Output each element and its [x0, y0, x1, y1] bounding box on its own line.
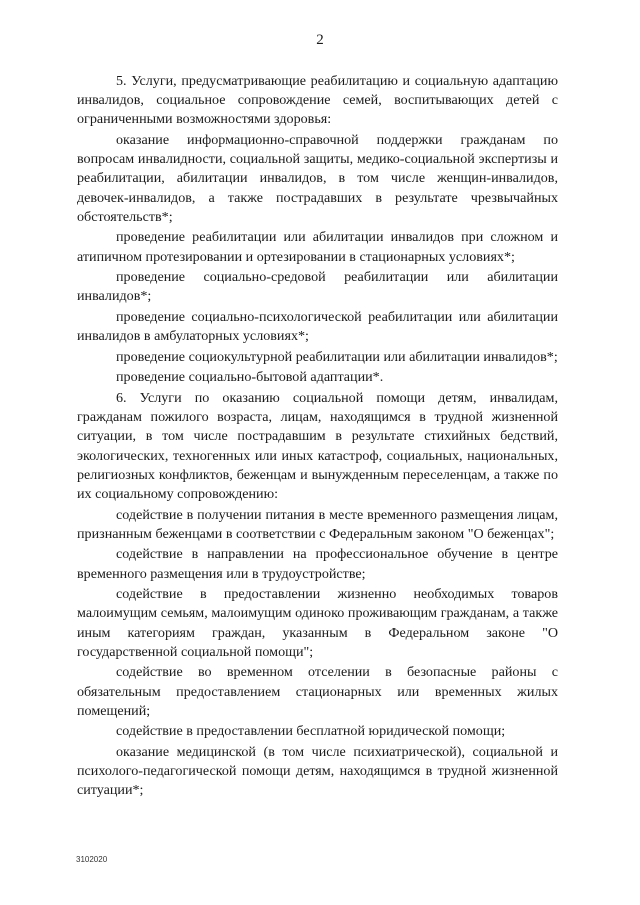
paragraph: 5. Услуги, предусматривающие реабилитацию и социальную адаптацию инвалидов, социальное сопровождение семей, воспитывающих детей с ограниченными возможностями здоровья:	[77, 73, 558, 128]
paragraph: оказание информационно-справочной поддержки гражданам по вопросам инвалидности, социальной защиты, медико-социальной экспертизы и реабилитации, абилитации инвалидов, в том числе женщин-инвалидов, девочек-инвалидов, а также пострадавших в результате чрезвычайных обстоятельств*;	[77, 132, 558, 225]
paragraph: 6. Услуги по оказанию социальной помощи детям, инвалидам, гражданам пожилого возраста, лицам, находящимся в трудной жизненной ситуации, в том числе пострадавшим в результате стихийных бедствий, экологических, техногенных или иных катастроф, социальных, национальных, религиозных конфликтов, беженцам и вынужденным переселенцам, а также по их социальному сопровождению:	[77, 389, 558, 502]
paragraph: проведение социально-бытовой адаптации*.	[116, 369, 384, 386]
page-number: 2	[316, 32, 324, 48]
paragraph: проведение социально-средовой реабилитации или абилитации инвалидов*;	[77, 269, 558, 305]
paragraph: проведение реабилитации или абилитации инвалидов при сложном и атипичном протезировании и ортезировании в стационарных условиях*;	[77, 229, 558, 265]
document-code: 3102020	[76, 855, 108, 864]
paragraph: проведение социально-психологической реабилитации или абилитации инвалидов в амбулаторных условиях*;	[77, 309, 558, 345]
paragraph: проведение социокультурной реабилитации или абилитации инвалидов*;	[116, 348, 558, 365]
paragraph: содействие в получении питания в месте временного размещения лицам, признанным беженцами в соответствии с Федеральным законом "О беженцах";	[77, 506, 558, 542]
paragraph: содействие в предоставлении жизненно необходимых товаров малоимущим семьям, малоимущим одиноко проживающим гражданам, а также иным категориям граждан, указанным в Федеральном законе "О государственной социальной помощи";	[77, 586, 558, 660]
paragraph: оказание медицинской (в том числе психиатрической), социальной и психолого-педагогической помощи детям, находящимся в трудной жизненной ситуации*;	[77, 743, 558, 799]
paragraph: содействие в направлении на профессиональное обучение в центре временного размещения или в трудоустройстве;	[77, 546, 558, 582]
paragraph: содействие в предоставлении бесплатной юридической помощи;	[116, 723, 506, 740]
document-body	[77, 72, 558, 802]
paragraph: содействие во временном отселении в безопасные районы с обязательным предоставлением стационарных или временных жилых помещений;	[77, 664, 558, 719]
